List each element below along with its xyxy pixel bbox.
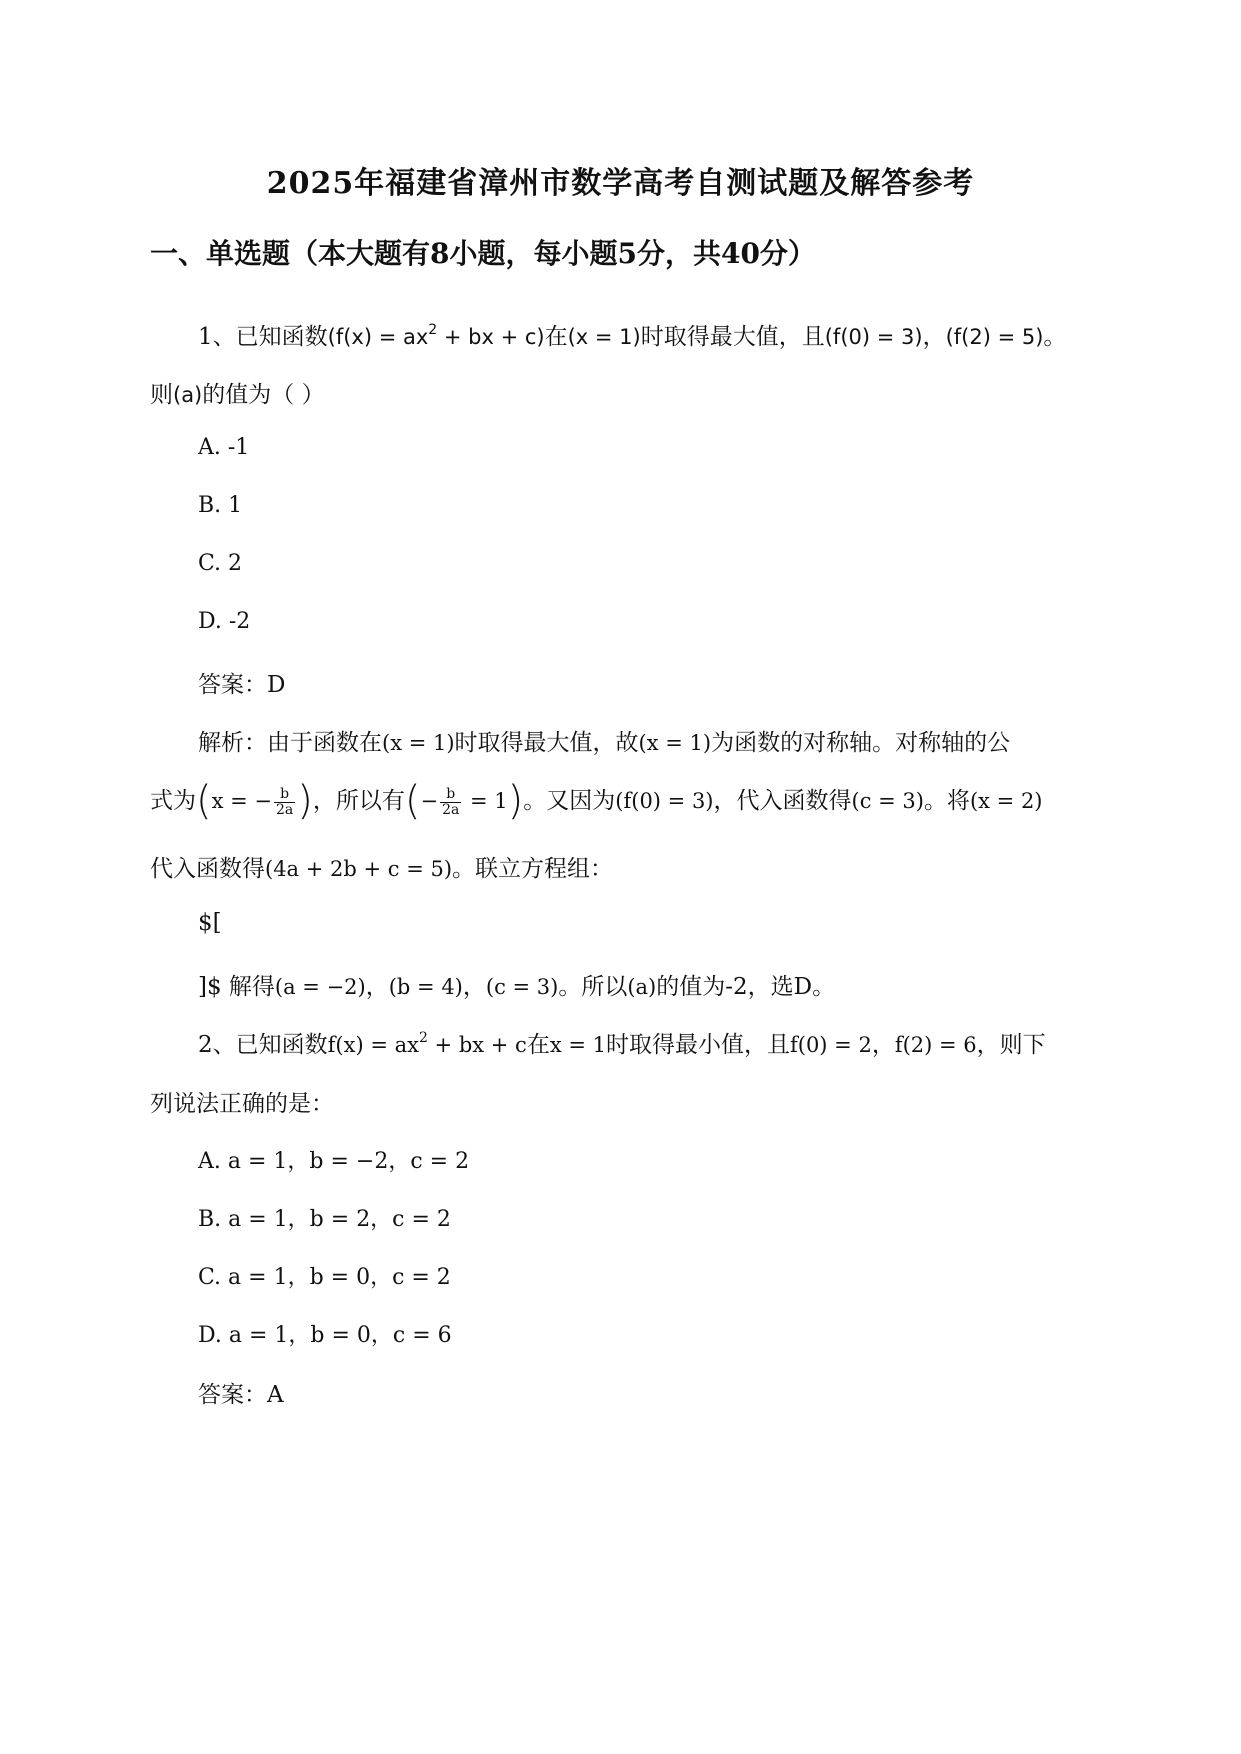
q1-analysis-line3: 代入函数得(4a + 2b + c = 5)。联立方程组：	[150, 856, 614, 882]
q1-stem-line2: 则(a)的值为（ ）	[150, 382, 325, 408]
q2-func: $f(x) = ax^2$ + bx + c	[327, 1030, 527, 1057]
fraction-b-over-2a-2: $\frac{b}{2a}$	[442, 785, 460, 818]
q1-analysis-line5: ]$ 解得(a = −2)，(b = 4)，(c = 3)。所以(a)的值为-2，选D。	[198, 974, 836, 1000]
q2-stem-line2: 列说法正确的是：	[150, 1091, 334, 1117]
q2-option-a: A. a = 1，b = −2，c = 2	[198, 1149, 470, 1174]
page-title: 2025年福建省漳州市数学高考自测试题及解答参考	[266, 166, 975, 201]
q1-analysis-line4: $[	[198, 910, 222, 936]
q2-answer: 答案：A	[198, 1382, 284, 1408]
q1-option-a: A. -1	[198, 435, 250, 460]
q1-stem-line1: 1、已知函数($f(x) = ax^2$ + bx + c)在(x = 1)时取得最大值，且(f(0) = 3)，(f(2) = 5)。	[198, 322, 1067, 350]
q2-option-d: D. a = 1，b = 0，c = 6	[198, 1323, 452, 1348]
q2-stem-line1: 2、已知函数$f(x) = ax^2$ + bx + c在x = 1时取得最小值，且f(0) = 2，f(2) = 6，则下	[198, 1030, 1046, 1058]
q1-analysis-line2: 式为(x = − $\frac{b}{2a}$ )，所以有(− $\frac{b}{2a}$ = 1)。又因为(f(0) = 3)，代入函数得(c = 3)。将(x = 2)	[150, 778, 1043, 824]
section-heading: 一、单选题（本大题有8小题，每小题5分，共40分）	[150, 237, 816, 270]
q1-option-d: D. -2	[198, 609, 251, 634]
q1-analysis-line1: 解析：由于函数在(x = 1)时取得最大值，故(x = 1)为函数的对称轴。对称轴的公	[198, 730, 1011, 756]
fraction-b-over-2a: $\frac{b}{2a}$	[276, 785, 294, 818]
q2-option-c: C. a = 1，b = 0，c = 2	[198, 1265, 451, 1290]
q1-answer: 答案：D	[198, 672, 286, 698]
q2-option-b: B. a = 1，b = 2，c = 2	[198, 1207, 451, 1232]
q1-option-c: C. 2	[198, 551, 243, 576]
q1-func: ($f(x) = ax^2$ + bx + c)	[327, 322, 545, 349]
q1-option-b: B. 1	[198, 493, 243, 518]
